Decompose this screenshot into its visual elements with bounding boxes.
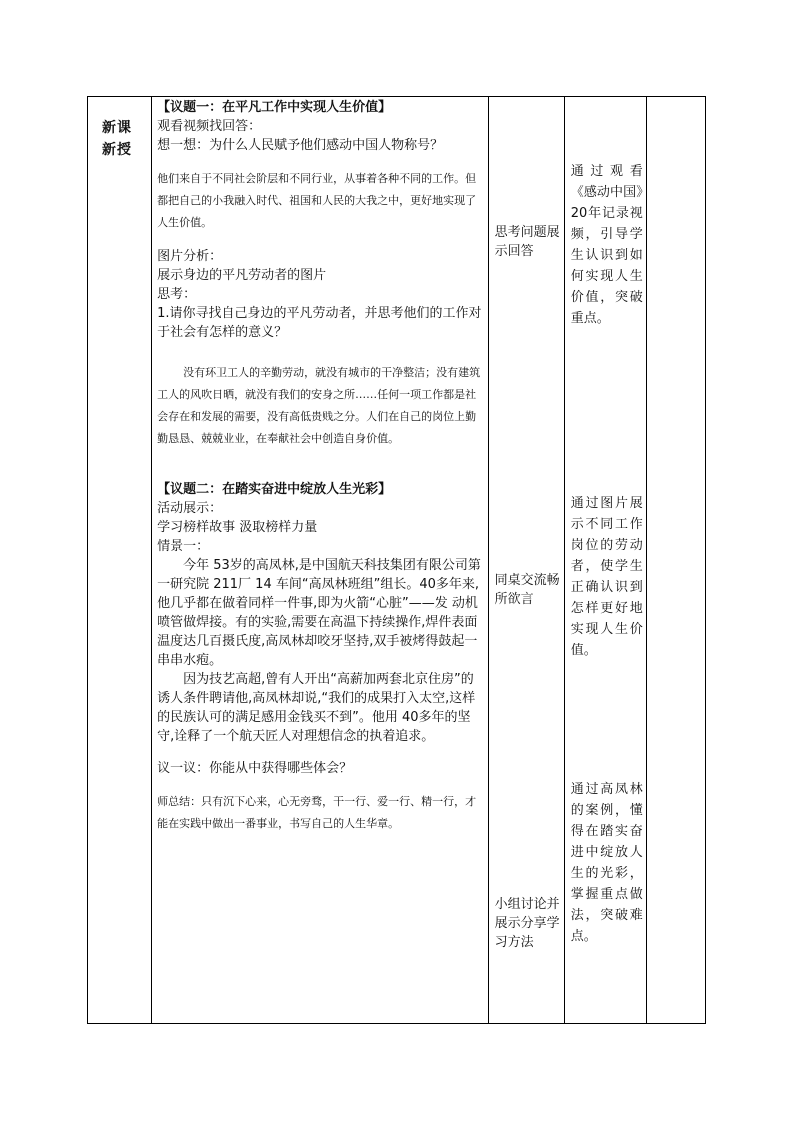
story-paragraph-2: 因为技艺高超,曾有人开出“高薪加两套北京住房”的诱人条件聘请他,高凤林却说,“我们的成果打入太空,这样的民族认可的满足感用金钱买不到”。他用 40多年的坚守,诠释了一个航天匠人对理想信念的执着追求。 (157, 672, 476, 744)
think-question: 1.请你寻找自己身边的平凡劳动者，并思考他们的工作对于社会有怎样的意义？ (157, 306, 482, 340)
notes-cell (646, 97, 705, 1024)
activity-title: 学习榜样故事 汲取榜样力量 (157, 520, 318, 535)
section-label: 新课新授 (102, 120, 132, 158)
intent-3: 通过高凤林的案例，懂得在踏实奋进中绽放人生的光彩，掌握重点做法，突破难点。 (570, 782, 643, 944)
section-cell (88, 97, 152, 1024)
question: 想一想：为什么人民赋予他们感动中国人物称号？ (157, 138, 444, 153)
story-paragraph-1: 今年 53岁的高凤林,是中国航天科技集团有限公司第一研究院 211厂 14 车间“高凤林班组”组长。40多年来,他几乎都在做着同样一件事,即为火箭“心脏”——发 动机喷管做焊接。有的实验,需要在高温下持续操作,焊件表面温度达几百摄氏度,高凤林却咬牙坚持,双手被烤得鼓起一串串水疱。 (157, 558, 481, 668)
intent-cell (564, 97, 646, 1024)
topic1-title: 【议题一：在平凡工作中实现人生价值】 (157, 100, 392, 115)
video-prompt: 观看视频找回答： (157, 119, 262, 134)
topic2-title: 【议题二：在踏实奋进中绽放人生光彩】 (157, 482, 392, 497)
picture-desc: 展示身边的平凡劳动者的图片 (157, 268, 327, 283)
intent-2: 通过图片展示不同工作岗位的劳动者，使学生正确认识到怎样更好地实现人生价值。 (570, 496, 643, 658)
method-2: 同桌交流畅所欲言 (494, 573, 560, 607)
teacher-summary-handwritten: 师总结：只有沉下心来，心无旁骛，干一行、爱一行、精一行，才能在实践中做出一番事业，书写自己的人生华章。 (157, 795, 477, 830)
activity-label: 活动展示： (157, 501, 223, 516)
picture-analysis-label: 图片分析： (157, 249, 223, 264)
think-answer-handwritten: 没有环卫工人的辛勤劳动，就没有城市的干净整洁；没有建筑工人的风吹日晒，就没有我们的安身之所……任何一项工作都是社会存在和发展的需要，没有高低贵贱之分。人们在自己的岗位上勤勤恳恳、兢兢业业，在奉献社会中创造自身价值。 (157, 366, 481, 445)
method-3: 小组讨论并展示分享学习方法 (494, 897, 560, 950)
scene-label: 情景一： (157, 539, 210, 554)
think-label: 思考： (157, 287, 197, 302)
intent-1: 通过观看《感动中国》20年记录视频，引导学生认识到如何实现人生价值，突破重点。 (570, 164, 643, 326)
method-cell (488, 97, 564, 1024)
lesson-plan-table (87, 96, 706, 1024)
content-cell (152, 97, 489, 1024)
answer-handwritten: 他们来自于不同社会阶层和不同行业，从事着各种不同的工作。但都把自己的小我融入时代、祖国和人民的大我之中，更好地实现了人生价值。 (157, 172, 477, 229)
discuss-question: 议一议：你能从中获得哪些体会？ (157, 761, 353, 776)
method-1: 思考问题展示回答 (494, 225, 560, 259)
